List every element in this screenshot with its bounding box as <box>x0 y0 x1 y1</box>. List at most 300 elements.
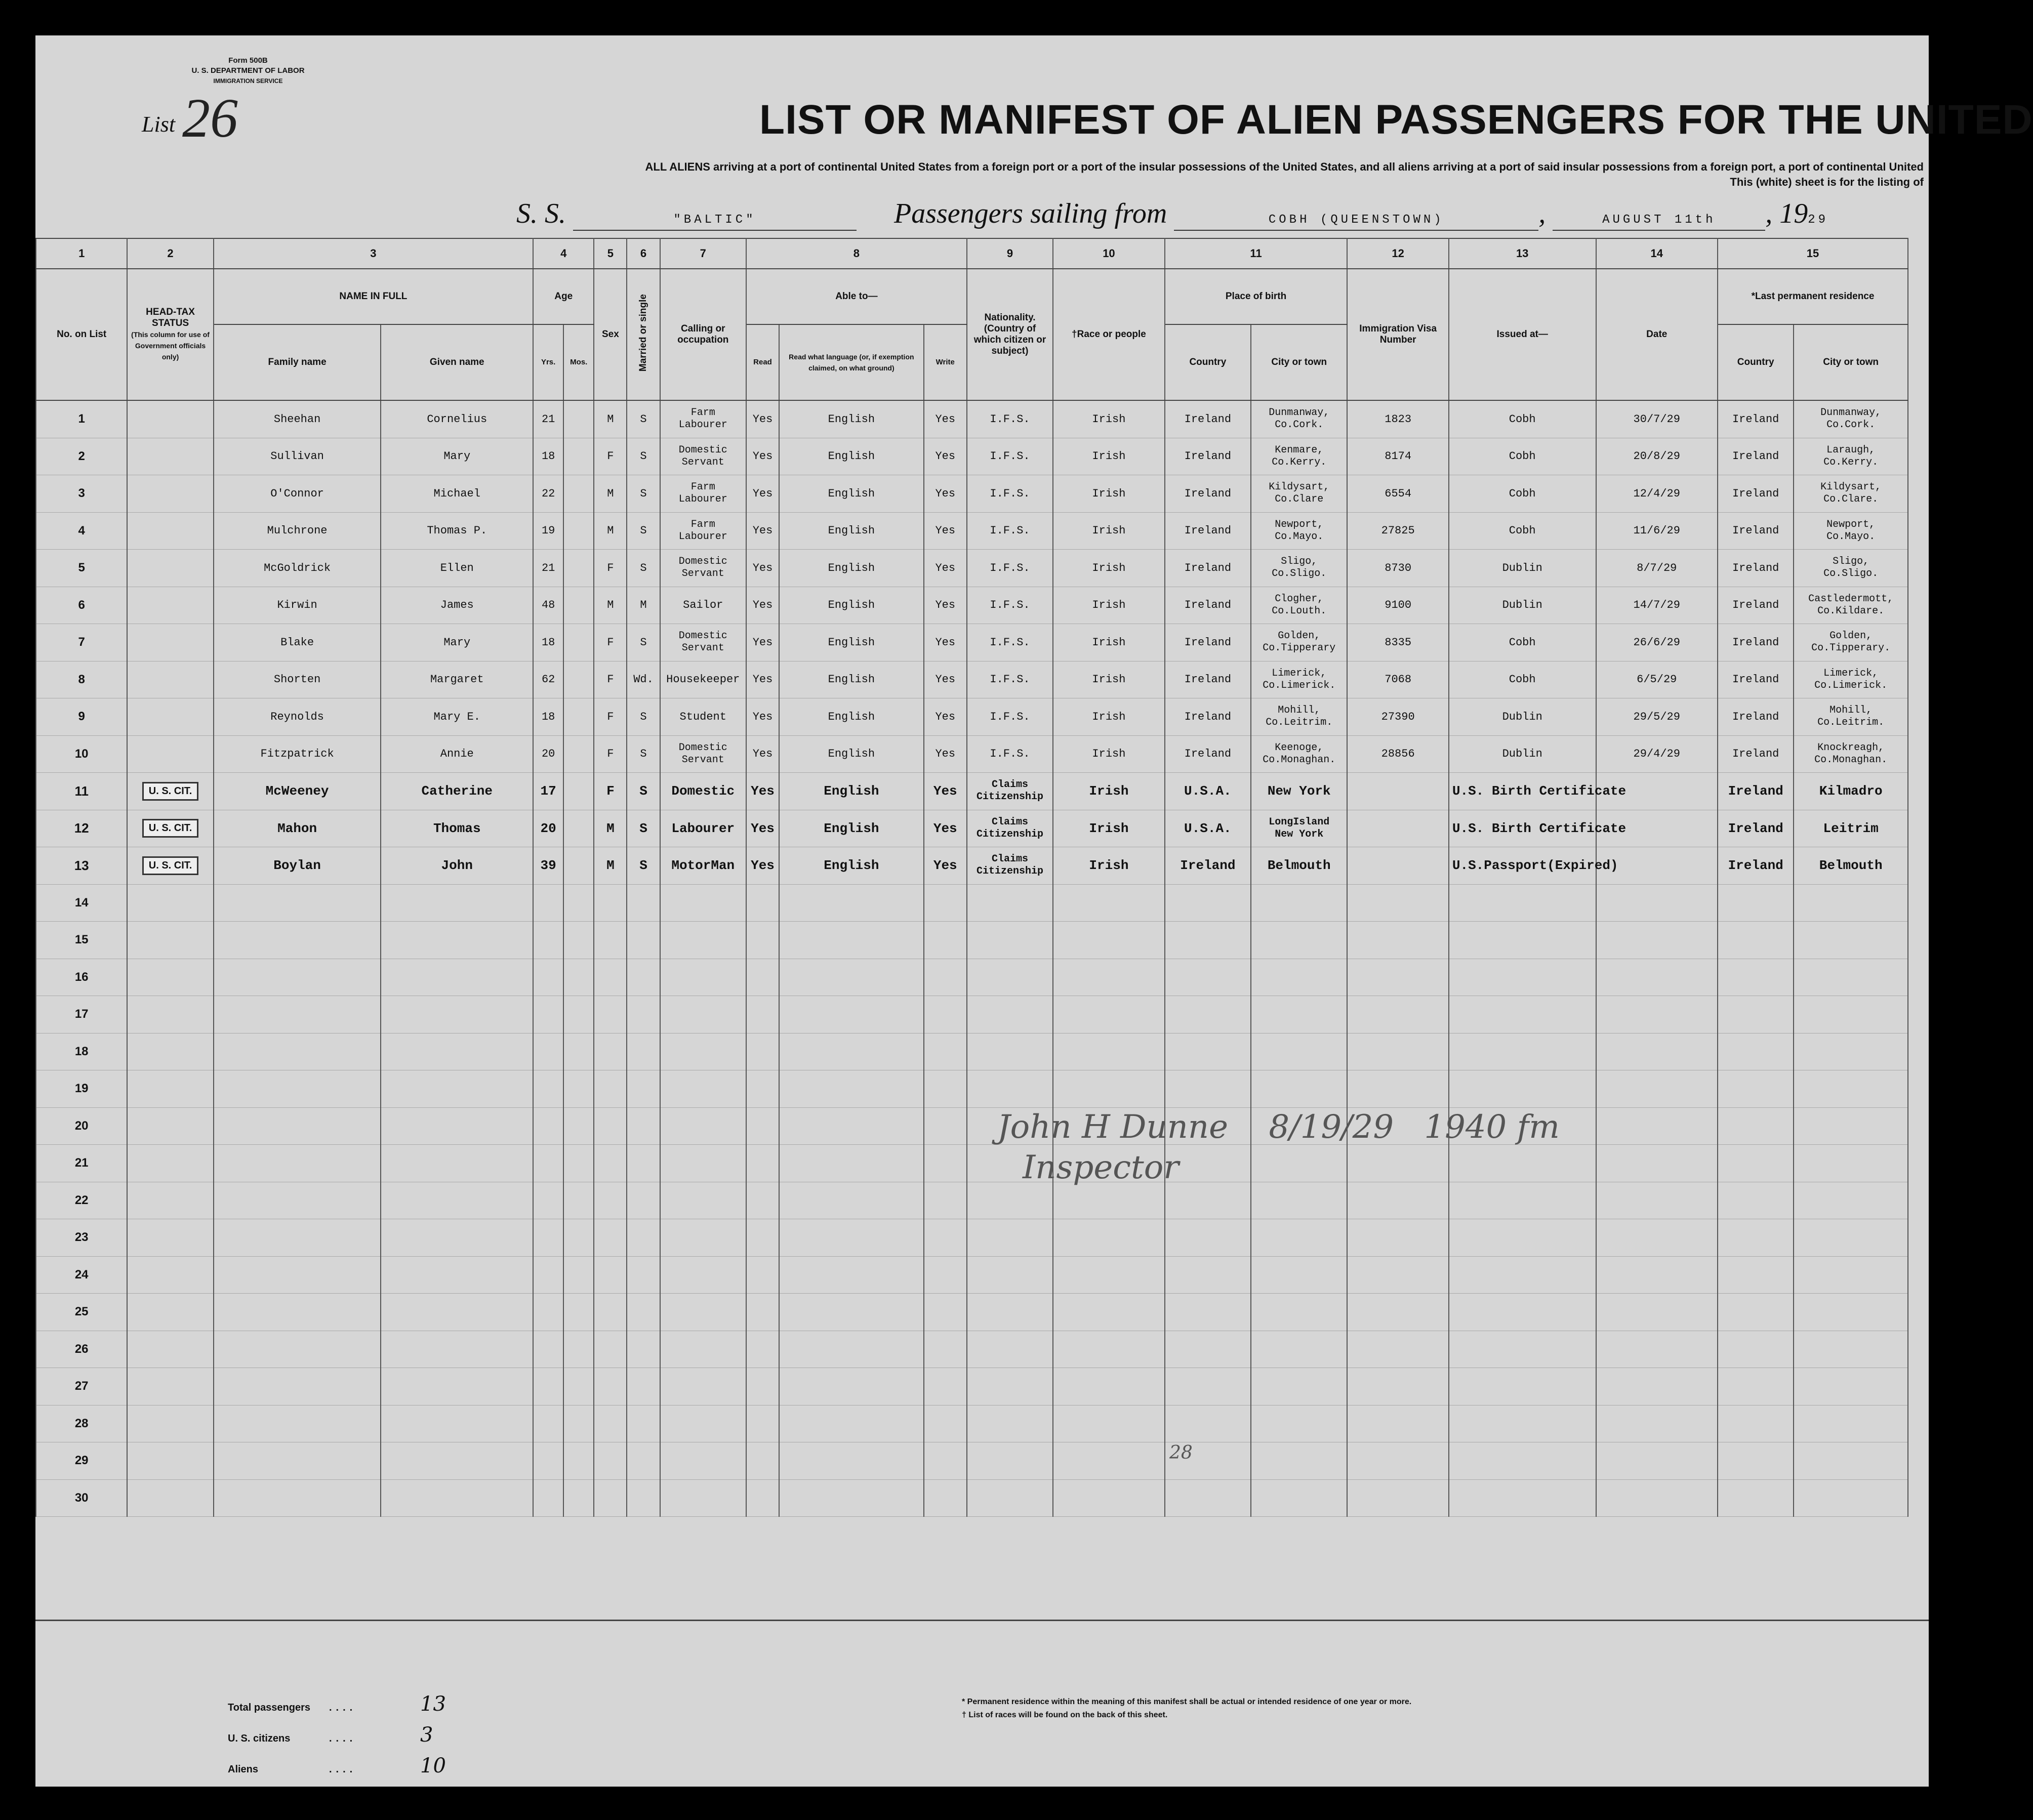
head-tax-cell <box>127 512 213 550</box>
empty-cell <box>1053 1368 1164 1405</box>
empty-cell <box>660 1294 746 1331</box>
row-number: 12 <box>36 810 127 847</box>
empty-cell <box>967 1479 1053 1517</box>
cell-ms: S <box>627 475 660 513</box>
cell-yrs: 17 <box>533 773 563 810</box>
cell-write: Yes <box>924 512 967 550</box>
page-title: LIST OR MANIFEST OF ALIEN PASSENGERS FOR THE UNITED <box>759 97 2033 143</box>
empty-cell <box>1794 1219 1908 1257</box>
empty-cell <box>1449 1256 1596 1294</box>
empty-cell <box>779 884 924 922</box>
cell-occ: Farm Labourer <box>660 512 746 550</box>
cell-given: James <box>381 587 533 624</box>
empty-cell <box>1165 1294 1251 1331</box>
empty-cell <box>746 1219 779 1257</box>
empty-cell <box>127 1479 213 1517</box>
form-header <box>137 56 359 86</box>
header-visa: Immigration Visa Number <box>1347 269 1448 400</box>
cell-sex: F <box>594 735 627 773</box>
empty-cell <box>214 1442 381 1480</box>
cell-race: Irish <box>1053 661 1164 698</box>
empty-cell <box>1596 884 1718 922</box>
empty-cell <box>594 1442 627 1480</box>
empty-cell <box>1794 1294 1908 1331</box>
empty-cell <box>967 922 1053 959</box>
empty-cell <box>746 922 779 959</box>
cell-visa: 28856 <box>1347 735 1448 773</box>
cell-mos <box>563 438 594 475</box>
empty-cell <box>1165 884 1251 922</box>
empty-row <box>36 1070 1908 1108</box>
empty-cell <box>779 1182 924 1219</box>
cell-occ: Housekeeper <box>660 661 746 698</box>
empty-cell <box>381 1368 533 1405</box>
cell-nat: I.F.S. <box>967 698 1053 736</box>
empty-cell <box>127 1256 213 1294</box>
empty-cell <box>660 996 746 1033</box>
empty-cell <box>1449 1368 1596 1405</box>
cell-read: Yes <box>746 810 779 847</box>
empty-cell <box>127 1033 213 1070</box>
cell-given: Ellen <box>381 550 533 587</box>
empty-cell <box>594 1479 627 1517</box>
cell-rcity: Belmouth <box>1794 847 1908 885</box>
cell-race: Irish <box>1053 475 1164 513</box>
cell-city: Golden, Co.Tipperary <box>1251 624 1347 661</box>
cell-yrs: 18 <box>533 698 563 736</box>
column-number: 4 <box>533 238 594 269</box>
empty-cell <box>924 1368 967 1405</box>
empty-row <box>36 1479 1908 1517</box>
passenger-row <box>36 587 1908 624</box>
cell-rcountry: Ireland <box>1718 400 1794 438</box>
cell-write: Yes <box>924 550 967 587</box>
cell-country: U.S.A. <box>1165 773 1251 810</box>
header-married <box>627 269 660 400</box>
empty-cell <box>746 1442 779 1480</box>
row-number: 10 <box>36 735 127 773</box>
empty-cell <box>779 922 924 959</box>
empty-cell <box>779 1368 924 1405</box>
row-number: 15 <box>36 922 127 959</box>
empty-cell <box>1347 996 1448 1033</box>
empty-cell <box>660 1368 746 1405</box>
cell-nat: Claims Citizenship <box>967 810 1053 847</box>
cell-city: Mohill, Co.Leitrim. <box>1251 698 1347 736</box>
cell-given: Thomas P. <box>381 512 533 550</box>
port-name: COBH (QUEENSTOWN) <box>1268 213 1444 227</box>
empty-cell <box>746 884 779 922</box>
row-number: 17 <box>36 996 127 1033</box>
cell-issued: Cobh <box>1449 512 1596 550</box>
cell-mos <box>563 810 594 847</box>
empty-cell <box>1794 1405 1908 1442</box>
passenger-row <box>36 773 1908 810</box>
row-number: 27 <box>36 1368 127 1405</box>
empty-cell <box>1165 1479 1251 1517</box>
cell-lang: English <box>779 624 924 661</box>
empty-cell <box>967 1294 1053 1331</box>
empty-cell <box>1449 884 1596 922</box>
us-citizen-stamp: U. S. CIT. <box>142 819 199 838</box>
empty-cell <box>214 1405 381 1442</box>
list-label: List <box>142 112 176 137</box>
empty-cell <box>533 1405 563 1442</box>
cell-race: Irish <box>1053 735 1164 773</box>
empty-cell <box>533 922 563 959</box>
header-race: †Race or people <box>1053 269 1164 400</box>
empty-cell <box>127 922 213 959</box>
empty-cell <box>1449 1479 1596 1517</box>
row-number: 21 <box>36 1145 127 1182</box>
cell-ms: S <box>627 847 660 885</box>
empty-cell <box>1053 1405 1164 1442</box>
empty-row <box>36 1294 1908 1331</box>
ship-name: "BALTIC" <box>673 213 756 227</box>
empty-cell <box>381 1294 533 1331</box>
header-place-of-birth: Place of birth <box>1165 269 1348 324</box>
row-number: 6 <box>36 587 127 624</box>
empty-cell <box>533 1442 563 1480</box>
empty-cell <box>594 1368 627 1405</box>
cell-read: Yes <box>746 698 779 736</box>
empty-cell <box>563 922 594 959</box>
cell-race: Irish <box>1053 624 1164 661</box>
empty-cell <box>967 959 1053 996</box>
empty-cell <box>627 1405 660 1442</box>
empty-cell <box>627 996 660 1033</box>
column-number: 3 <box>214 238 533 269</box>
cell-write: Yes <box>924 475 967 513</box>
empty-cell <box>381 1219 533 1257</box>
empty-cell <box>627 1331 660 1368</box>
empty-cell <box>127 1070 213 1108</box>
empty-cell <box>594 959 627 996</box>
empty-cell <box>1718 1256 1794 1294</box>
cell-rcity: Kildysart, Co.Clare. <box>1794 475 1908 513</box>
header-yrs: Yrs. <box>533 324 563 400</box>
cell-rcountry: Ireland <box>1718 512 1794 550</box>
cell-family: Sullivan <box>214 438 381 475</box>
cell-family: Boylan <box>214 847 381 885</box>
empty-cell <box>1053 922 1164 959</box>
head-tax-cell <box>127 661 213 698</box>
column-number: 13 <box>1449 238 1596 269</box>
header-read-what: Read what language (or, if exemption claimed, on what ground) <box>779 324 924 400</box>
cell-rcity: Limerick, Co.Limerick. <box>1794 661 1908 698</box>
row-number: 13 <box>36 847 127 885</box>
cell-read: Yes <box>746 400 779 438</box>
empty-cell <box>594 884 627 922</box>
empty-cell <box>1251 1070 1347 1108</box>
empty-cell <box>214 1219 381 1257</box>
header-no-on-list: No. on List <box>36 269 127 400</box>
cell-family: O'Connor <box>214 475 381 513</box>
empty-cell <box>381 1256 533 1294</box>
cell-rcountry: Ireland <box>1718 550 1794 587</box>
column-number: 15 <box>1718 238 1908 269</box>
empty-cell <box>1165 996 1251 1033</box>
empty-row <box>36 1331 1908 1368</box>
empty-cell <box>1449 1331 1596 1368</box>
empty-cell <box>746 996 779 1033</box>
empty-cell <box>563 1107 594 1145</box>
empty-row <box>36 1145 1908 1182</box>
empty-cell <box>381 884 533 922</box>
sailing-label: Passengers sailing from <box>894 198 1167 229</box>
cell-family: Mahon <box>214 810 381 847</box>
cell-ms: Wd. <box>627 661 660 698</box>
empty-cell <box>746 1405 779 1442</box>
cell-mos <box>563 587 594 624</box>
empty-cell <box>1449 959 1596 996</box>
empty-cell <box>533 1033 563 1070</box>
cell-nat: I.F.S. <box>967 624 1053 661</box>
cell-ms: S <box>627 810 660 847</box>
empty-cell <box>967 1368 1053 1405</box>
empty-cell <box>1251 959 1347 996</box>
cell-ms: M <box>627 587 660 624</box>
cell-lang: English <box>779 550 924 587</box>
subtitle <box>415 159 1924 190</box>
head-tax-label: HEAD-TAX STATUS <box>146 307 195 328</box>
cell-visa: 9100 <box>1347 587 1448 624</box>
cell-nat: Claims Citizenship <box>967 847 1053 885</box>
header-mos: Mos. <box>563 324 594 400</box>
cell-visa: 1823 <box>1347 400 1448 438</box>
cell-lang: English <box>779 847 924 885</box>
head-tax-cell <box>127 550 213 587</box>
empty-cell <box>1794 1033 1908 1070</box>
cell-mos <box>563 550 594 587</box>
cell-visa: 7068 <box>1347 661 1448 698</box>
cell-issued: Cobh <box>1449 475 1596 513</box>
empty-row <box>36 959 1908 996</box>
cell-write: Yes <box>924 735 967 773</box>
column-number: 2 <box>127 238 213 269</box>
empty-cell <box>533 1331 563 1368</box>
inspector-title: Inspector <box>1023 1149 1179 1186</box>
cell-write: Yes <box>924 847 967 885</box>
head-tax-cell <box>127 438 213 475</box>
aliens-value: 10 <box>420 1754 446 1777</box>
empty-cell <box>746 1256 779 1294</box>
empty-row <box>36 1442 1908 1480</box>
column-number: 5 <box>594 238 627 269</box>
header-given-name: Given name <box>381 324 533 400</box>
empty-cell <box>214 1107 381 1145</box>
service-name: IMMIGRATION SERVICE <box>213 77 283 85</box>
empty-cell <box>627 1219 660 1257</box>
empty-cell <box>746 1331 779 1368</box>
column-number: 11 <box>1165 238 1348 269</box>
empty-cell <box>779 1219 924 1257</box>
cell-mos <box>563 512 594 550</box>
empty-cell <box>1251 1145 1347 1182</box>
header-res-country: Country <box>1718 324 1794 400</box>
cell-family: McWeeney <box>214 773 381 810</box>
total-passengers-value: 13 <box>420 1692 446 1716</box>
head-tax-cell <box>127 735 213 773</box>
aliens-label: Aliens <box>228 1764 259 1775</box>
cell-city: Limerick, Co.Limerick. <box>1251 661 1347 698</box>
head-tax-cell <box>127 475 213 513</box>
header-row-1 <box>36 269 1908 324</box>
empty-cell <box>1053 1442 1164 1480</box>
header-issued-at: Issued at— <box>1449 269 1596 400</box>
cell-lang: English <box>779 512 924 550</box>
cell-read: Yes <box>746 550 779 587</box>
empty-cell <box>967 1033 1053 1070</box>
cell-yrs: 18 <box>533 438 563 475</box>
empty-cell <box>660 1182 746 1219</box>
empty-cell <box>1347 1033 1448 1070</box>
signature-name: John H Dunne <box>997 1108 1228 1146</box>
cell-date: 14/7/29 <box>1596 587 1718 624</box>
cell-nat: I.F.S. <box>967 587 1053 624</box>
cell-rcountry: Ireland <box>1718 438 1794 475</box>
cell-read: Yes <box>746 438 779 475</box>
header-write: Write <box>924 324 967 400</box>
empty-cell <box>746 1033 779 1070</box>
empty-cell <box>127 884 213 922</box>
row-number: 22 <box>36 1182 127 1219</box>
cell-rcity: Knockreagh, Co.Monaghan. <box>1794 735 1908 773</box>
empty-cell <box>1053 884 1164 922</box>
header-read: Read <box>746 324 779 400</box>
empty-cell <box>746 1107 779 1145</box>
manifest-sheet <box>35 35 2033 1787</box>
footnotes <box>962 1695 1411 1722</box>
empty-cell <box>1596 1368 1718 1405</box>
empty-cell <box>533 1182 563 1219</box>
empty-cell <box>1596 996 1718 1033</box>
empty-cell <box>1596 922 1718 959</box>
empty-cell <box>1053 1033 1164 1070</box>
cell-sex: M <box>594 512 627 550</box>
cell-rcity: Sligo, Co.Sligo. <box>1794 550 1908 587</box>
total-passengers-line: Total passengers .... 13 <box>228 1690 446 1721</box>
cell-date: 12/4/29 <box>1596 475 1718 513</box>
row-number: 9 <box>36 698 127 736</box>
cell-lang: English <box>779 661 924 698</box>
cell-rcountry: Ireland <box>1718 847 1794 885</box>
empty-cell <box>627 1256 660 1294</box>
empty-cell <box>924 1405 967 1442</box>
cell-rcity: Newport, Co.Mayo. <box>1794 512 1908 550</box>
column-number: 1 <box>36 238 127 269</box>
cell-rcountry: Ireland <box>1718 698 1794 736</box>
empty-cell <box>660 1256 746 1294</box>
cell-mos <box>563 698 594 736</box>
cell-mos <box>563 624 594 661</box>
empty-cell <box>660 1033 746 1070</box>
empty-cell <box>779 1033 924 1070</box>
empty-cell <box>127 1294 213 1331</box>
empty-cell <box>1251 1479 1347 1517</box>
empty-cell <box>1053 1256 1164 1294</box>
passenger-rows <box>36 400 1908 1517</box>
empty-cell <box>967 884 1053 922</box>
header-calling: Calling or occupation <box>660 269 746 400</box>
cell-country: Ireland <box>1165 735 1251 773</box>
empty-cell <box>1251 1219 1347 1257</box>
empty-cell <box>563 1331 594 1368</box>
cell-rcountry: Ireland <box>1718 475 1794 513</box>
footer-divider <box>35 1620 1929 1621</box>
empty-cell <box>1718 922 1794 959</box>
cell-occ: Sailor <box>660 587 746 624</box>
empty-cell <box>1347 1145 1448 1182</box>
empty-cell <box>1053 1331 1164 1368</box>
row-number: 28 <box>36 1405 127 1442</box>
header-city: City or town <box>1251 324 1347 400</box>
empty-cell <box>1794 959 1908 996</box>
empty-cell <box>563 1442 594 1480</box>
empty-cell <box>1596 1145 1718 1182</box>
cell-country: Ireland <box>1165 661 1251 698</box>
cell-mos <box>563 475 594 513</box>
empty-cell <box>1347 1479 1448 1517</box>
empty-cell <box>1449 1145 1596 1182</box>
empty-cell <box>563 959 594 996</box>
empty-cell <box>1794 1182 1908 1219</box>
header-country: Country <box>1165 324 1251 400</box>
empty-cell <box>533 1070 563 1108</box>
empty-cell <box>746 1368 779 1405</box>
cell-read: Yes <box>746 661 779 698</box>
empty-cell <box>594 1405 627 1442</box>
cell-rcity: Dunmanway, Co.Cork. <box>1794 400 1908 438</box>
empty-cell <box>1165 1219 1251 1257</box>
cell-rcountry: Ireland <box>1718 735 1794 773</box>
cell-rcity: Leitrim <box>1794 810 1908 847</box>
empty-cell <box>660 1145 746 1182</box>
empty-cell <box>1251 1033 1347 1070</box>
empty-cell <box>1165 1368 1251 1405</box>
cell-date: 29/5/29 <box>1596 698 1718 736</box>
empty-cell <box>214 1368 381 1405</box>
empty-cell <box>967 996 1053 1033</box>
cell-date: 30/7/29 <box>1596 400 1718 438</box>
empty-cell <box>563 1479 594 1517</box>
cell-read: Yes <box>746 847 779 885</box>
cell-sex: M <box>594 810 627 847</box>
empty-cell <box>1596 1107 1718 1145</box>
column-number: 7 <box>660 238 746 269</box>
cell-country: U.S.A. <box>1165 810 1251 847</box>
cell-country: Ireland <box>1165 624 1251 661</box>
empty-cell <box>627 1368 660 1405</box>
cell-yrs: 39 <box>533 847 563 885</box>
empty-cell <box>214 1033 381 1070</box>
empty-cell <box>1596 1294 1718 1331</box>
empty-cell <box>214 1294 381 1331</box>
head-tax-cell <box>127 400 213 438</box>
empty-cell <box>924 1294 967 1331</box>
empty-cell <box>660 1331 746 1368</box>
cell-city: Newport, Co.Mayo. <box>1251 512 1347 550</box>
row-number: 14 <box>36 884 127 922</box>
empty-cell <box>563 1368 594 1405</box>
cell-yrs: 48 <box>533 587 563 624</box>
cell-yrs: 62 <box>533 661 563 698</box>
header-sex: Sex <box>594 269 627 400</box>
cell-nat: I.F.S. <box>967 400 1053 438</box>
empty-cell <box>779 1070 924 1108</box>
passenger-row <box>36 698 1908 736</box>
cell-country: Ireland <box>1165 550 1251 587</box>
